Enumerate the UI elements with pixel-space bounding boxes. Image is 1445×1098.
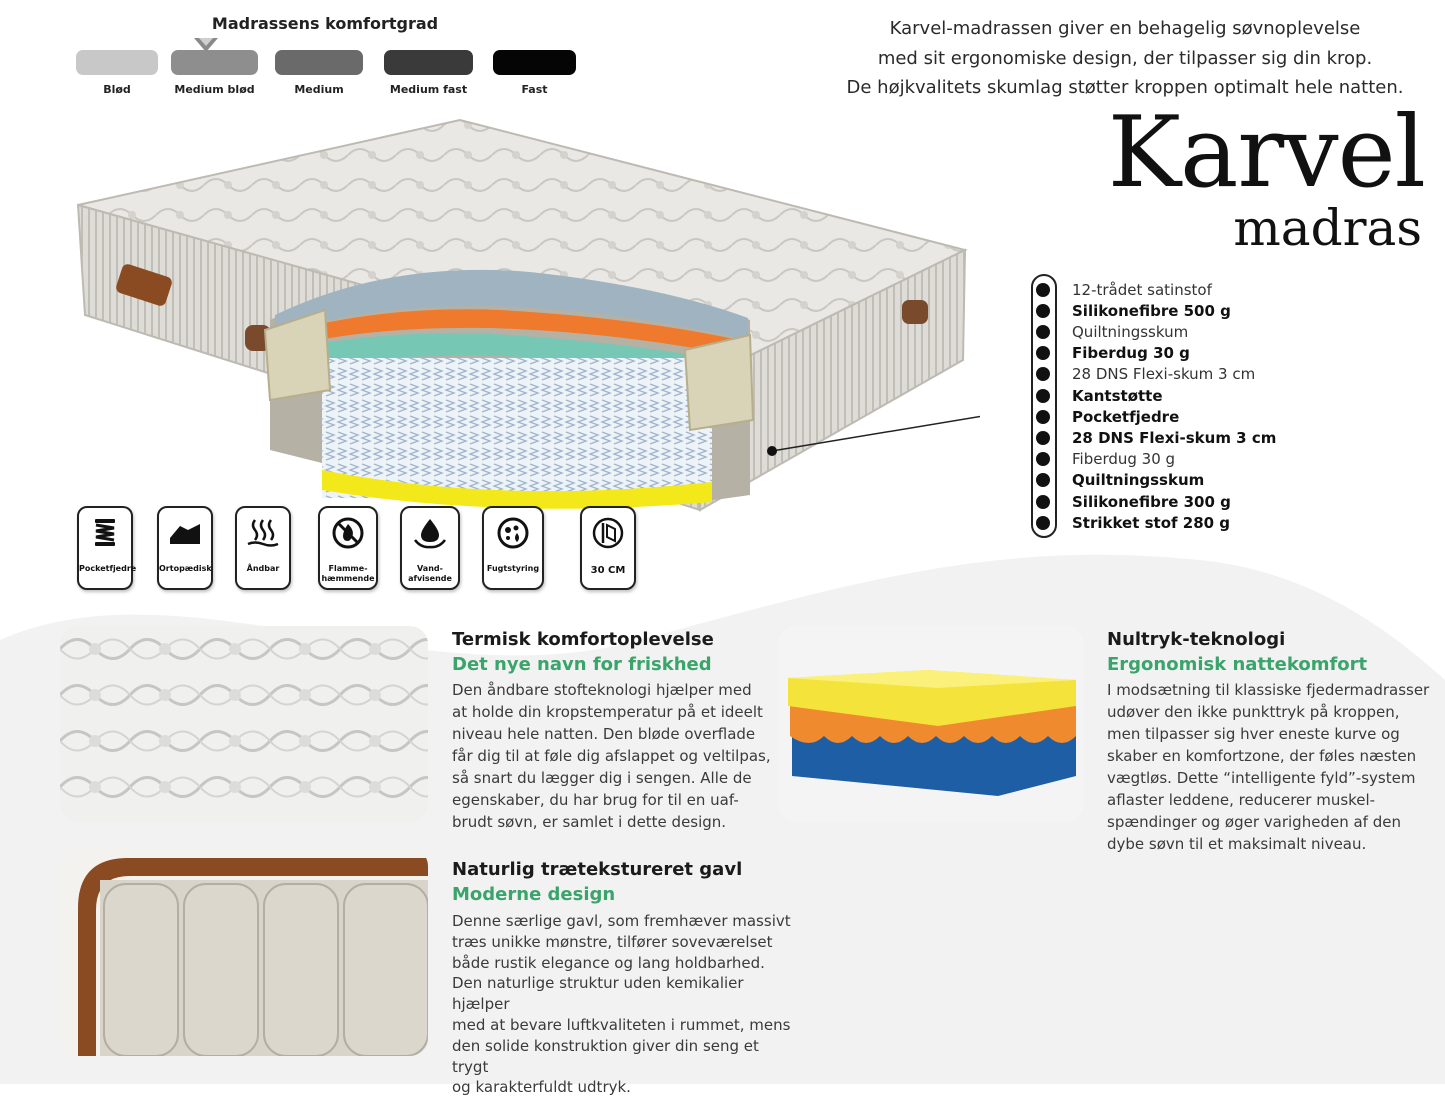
feature-label: Fugtstyring bbox=[486, 564, 540, 573]
flame-retardant-icon bbox=[331, 516, 365, 550]
quilted-fabric-image bbox=[60, 626, 428, 822]
layer-label: 28 DNS Flexi-skum 3 cm bbox=[1072, 365, 1256, 384]
comfort-grade-label: Fast bbox=[521, 83, 548, 96]
bullet-icon bbox=[1036, 367, 1050, 381]
bullet-icon bbox=[1036, 410, 1050, 424]
section-body-thermal: Den åndbare stofteknologi hjælper med at holde din kropstemperatur på et ideelt niveau hele natten. Den bløde overflade får dig til at føle dig afslappet og veltilpas, så snart du lægger dig i sengen. Alle de egenskaber, du har brug for til en uaf- brudt søvn, er samlet i dette design. bbox=[452, 681, 771, 831]
section-body-pressure: I modsætning til klassiske fjedermadrasser udøver den ikke punkttryk på kroppen, men tilpasser sig hver eneste kurve og skaber en komfortzone, der føles næsten vægtløs. Dette “intelligente fyld”-system aflaster leddene, reducerer muskel- spændinger og øger varigheden af den dybe søvn til et maksimalt niveau. bbox=[1107, 681, 1430, 853]
breathable-icon bbox=[246, 516, 280, 550]
layer-item bbox=[1036, 300, 1231, 321]
foam-layers-image bbox=[778, 626, 1084, 822]
quilted-fabric-photo bbox=[60, 626, 428, 822]
feature-moisture-control bbox=[482, 506, 544, 590]
bullet-icon bbox=[1036, 452, 1050, 466]
layer-label: Pocketfjedre bbox=[1072, 407, 1180, 426]
bullet-icon bbox=[1036, 325, 1050, 339]
feature-orthopedic bbox=[157, 506, 213, 590]
bullet-icon bbox=[1036, 516, 1050, 530]
selected-grade-marker-inner bbox=[199, 38, 213, 46]
comfort-grade-bar bbox=[384, 50, 473, 75]
layer-label: 28 DNS Flexi-skum 3 cm bbox=[1072, 428, 1277, 447]
layer-label: Fiberdug 30 g bbox=[1072, 450, 1176, 469]
foam-layers-photo bbox=[778, 626, 1084, 822]
feature-label: Åndbar bbox=[246, 564, 280, 573]
height-icon bbox=[591, 516, 625, 550]
feature-label: Ortopædisk bbox=[159, 564, 212, 573]
layer-label: Kantstøtte bbox=[1072, 386, 1163, 405]
comfort-scale-title: Madrassens komfortgrad bbox=[211, 14, 439, 33]
intro-text bbox=[820, 14, 1430, 103]
bullet-icon bbox=[1036, 389, 1050, 403]
wooden-headboard-photo bbox=[60, 848, 428, 1056]
layer-item bbox=[1036, 427, 1276, 448]
section-title-headboard: Naturlig trætekstureret gavl bbox=[452, 859, 743, 880]
moisture-control-icon bbox=[496, 516, 530, 550]
layer-item bbox=[1036, 385, 1163, 406]
section-title-pressure: Nultryk-teknologi bbox=[1107, 629, 1286, 650]
comfort-grade-bar bbox=[171, 50, 258, 75]
bullet-icon bbox=[1036, 304, 1050, 318]
feature-label: Vand- afvisende bbox=[408, 564, 452, 583]
water-repellent-icon bbox=[413, 516, 447, 550]
layer-item bbox=[1036, 321, 1188, 342]
wooden-headboard-image bbox=[60, 848, 428, 1056]
comfort-grade-bar bbox=[76, 50, 158, 75]
bullet-icon bbox=[1036, 473, 1050, 487]
layer-item bbox=[1036, 491, 1231, 512]
comfort-grade-bar bbox=[275, 50, 363, 75]
section-body-headboard: Denne særlige gavl, som fremhæver massivt træs unikke mønstre, tilfører soveværelset både rustik elegance og lang holdbarhed. Den naturlige struktur uden kemikalier hjælper med at bevare luftkvaliteten i rummet, mens den solide konstruktion giver din seng et trygt og karakterfuldt udtryk. bbox=[452, 912, 791, 1097]
layer-item bbox=[1036, 449, 1175, 470]
layer-label: 12-trådet satinstof bbox=[1072, 280, 1212, 299]
feature-label: Flamme- hæmmende bbox=[321, 564, 375, 583]
layer-item bbox=[1036, 279, 1212, 300]
intro-line: med sit ergonomiske design, der tilpasser sig din krop. bbox=[877, 47, 1373, 69]
comfort-grade-label: Blød bbox=[103, 83, 131, 96]
layer-label: Strikket stof 280 g bbox=[1072, 513, 1231, 532]
layer-item bbox=[1036, 512, 1230, 533]
brand-name: Karvel bbox=[1107, 96, 1425, 210]
section-subtitle-pressure: Ergonomisk nattekomfort bbox=[1107, 654, 1368, 675]
bullet-icon bbox=[1036, 495, 1050, 509]
feature-label: Pocketfjedre bbox=[79, 564, 137, 573]
section-title-thermal: Termisk komfortoplevelse bbox=[452, 629, 714, 650]
brand-subtitle: madras bbox=[1233, 199, 1422, 257]
layer-item bbox=[1036, 364, 1255, 385]
feature-water-repellent bbox=[400, 506, 460, 590]
mattress-cutaway-illustration bbox=[60, 110, 980, 530]
feature-pocket-springs bbox=[77, 506, 137, 590]
feature-label: 30 CM bbox=[590, 565, 626, 576]
section-subtitle-headboard: Moderne design bbox=[452, 884, 616, 905]
layer-label: Silikonefibre 300 g bbox=[1072, 492, 1231, 511]
comfort-grade-label: Medium blød bbox=[174, 83, 255, 96]
orthopedic-icon bbox=[168, 516, 202, 550]
feature-breathable bbox=[235, 506, 291, 590]
spring-icon bbox=[88, 516, 122, 550]
feature-height bbox=[580, 506, 636, 590]
intro-line: De højkvalitets skumlag støtter kroppen optimalt hele natten. bbox=[846, 77, 1404, 98]
layer-item bbox=[1036, 343, 1190, 364]
comfort-grade-label: Medium fast bbox=[389, 83, 468, 96]
layer-label: Quiltningsskum bbox=[1072, 322, 1189, 341]
bullet-icon bbox=[1036, 431, 1050, 445]
comfort-grade-label: Medium bbox=[294, 83, 344, 96]
layer-label: Fiberdug 30 g bbox=[1072, 344, 1190, 363]
layer-item bbox=[1036, 406, 1179, 427]
intro-line: Karvel-madrassen giver en behagelig søvnoplevelse bbox=[889, 18, 1361, 39]
bullet-icon bbox=[1036, 283, 1050, 297]
layer-label: Quiltningsskum bbox=[1072, 471, 1205, 490]
section-subtitle-thermal: Det nye navn for friskhed bbox=[452, 654, 712, 675]
bullet-icon bbox=[1036, 346, 1050, 360]
comfort-grade-bar bbox=[493, 50, 576, 75]
feature-flame-retardant bbox=[318, 506, 378, 590]
layer-label: Silikonefibre 500 g bbox=[1072, 301, 1231, 320]
layer-item bbox=[1036, 470, 1204, 491]
